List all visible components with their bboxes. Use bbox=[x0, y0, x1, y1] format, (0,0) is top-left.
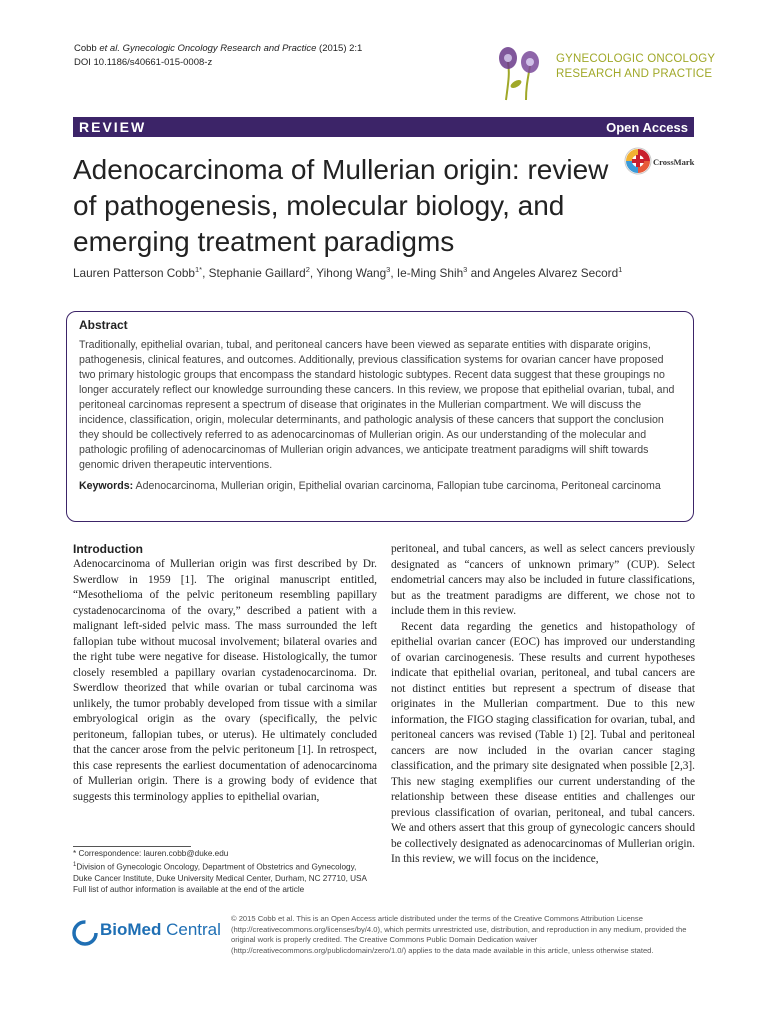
correspondence[interactable]: * Correspondence: lauren.cobb@duke.edu bbox=[73, 849, 229, 858]
abstract-text: Traditionally, epithelial ovarian, tubal, and peritoneal cancers have been viewed as separate entities with disparate origins, pathogenesis, clinical features, and outcomes. Additionally, previous classification systems for ovarian cancer have proposed two primary histologic groups that encompass the standard histologic subtypes. Recent data suggest that these groupings no longer accurately reflect our knowledge surrounding these cancers. In this review, we propose that epithelial ovarian, tubal, and peritoneal carcinomas represent a spectrum of disease that originates in the Mullerian compartment. We will discuss the incidence, classification, origin, molecular determinants, and pathologic analysis of these cancers that support the conclusion they should be collectively referred to as adenocarcinomas of Mullerian origin. As our understanding of the molecular and pathologic profiling of adenocarcinomas of Mullerian origin advances, we anticipate treatment paradigms will shift towards genomic driven therapeutic interventions. bbox=[79, 339, 675, 471]
author[interactable]: Lauren Patterson Cobb$^{1*}$ bbox=[73, 265, 203, 280]
author[interactable]: Angeles Alvarez Secord$^1$ bbox=[492, 265, 623, 280]
body-paragraph: peritoneal, and tubal cancers, as well as select cancers previously designated as “cancers of unknown primary” (CUP). Select endometrial cancers may also be included in future classifications, but as the treatment paradigms are different, we chose not to include them in this review. bbox=[391, 543, 695, 617]
crossmark-badge[interactable] bbox=[624, 145, 704, 181]
author-list: Lauren Patterson Cobb$^{1*}$, Stephanie Gaillard$^2$, Yihong Wang$^3$, Ie-Ming Shih$^3$ and Angeles Alvarez Secord$^1$ bbox=[73, 265, 623, 280]
body-paragraph: Adenocarcinoma of Mullerian origin was first described by Dr. Swerdlow in 1959 [1]. The original manuscript entitled, “Mesothelioma of the pelvic peritoneum resembling papillary cystadenocarcinoma of the ovary,” described a patient with a malignant left-sided pelvic mass. The mass surrounded the left fallopian tube without mucosal involvement; bilateral ovaries and the right tube were negative for disease. Histologically, the tumor closely resembled a papillary ovarian cystadenocarcinoma. Dr. Swerdlow theorized that while ovarian or tubal carcinoma was unlikely, the tumor probably developed from tissue with a similar embryological origin as the ovary (specifically, the pelvic peritoneum, fallopian tubes, or uterus). He ultimately concluded that the cancer arose from the pelvic peritoneum [1]. In retrospect, this case represents the earliest documentation of adenocarcinoma of Mullerian origin. There is a growing body of evidence that suggests this terminology applies to epithelial ovarian, bbox=[73, 558, 377, 803]
journal-name: GYNECOLOGIC ONCOLOGY RESEARCH AND PRACTICE bbox=[556, 53, 716, 80]
footnote-divider bbox=[73, 846, 191, 847]
author[interactable]: Yihong Wang$^3$ bbox=[316, 265, 391, 280]
author[interactable]: Stephanie Gaillard$^2$ bbox=[208, 265, 310, 280]
body-column-left bbox=[73, 542, 377, 805]
biomed-central-wordmark: BioMed Central bbox=[100, 920, 221, 939]
body-paragraph: Recent data regarding the genetics and histopathology of epithelial ovarian cancer (EOC) has improved our understanding of ovarian carcinogenesis. These results and current hypotheses indicate that epithelial ovarian, peritoneal, and tubal cancers are not distinct entities but represent a spectrum of disease that originates in the Mullerian compartment. Due to this new information, the FIGO staging classification for ovarian, tubal, and peritoneal cancers was revised (Table 1) [2]. Tubal and peritoneal cancers are now included in the ovarian cancer staging classification, and the primary site designated when possible [2,3]. This new staging exemplifies our current understanding of the relationship between these disease entities and challenges our previous classification of ovarian, peritoneal, and tubal cancers. We and others assert that this group of gynecologic cancers should be collectively designated as adenocarcinomas of Mullerian origin. In this review, we will focus on the incidence, bbox=[391, 620, 695, 865]
journal-logo[interactable] bbox=[492, 44, 716, 102]
author[interactable]: Ie-Ming Shih$^3$ bbox=[396, 265, 468, 280]
keywords: Keywords: Adenocarcinoma, Mullerian origin, Epithelial ovarian carcinoma, Fallopian tube carcinoma, Peritoneal carcinoma bbox=[79, 480, 661, 492]
article-type-label: REVIEW bbox=[79, 119, 147, 135]
section-heading-introduction: Introduction bbox=[73, 542, 143, 556]
citation-line: Cobb et al. Gynecologic Oncology Research and Practice (2015) 2:1 bbox=[74, 43, 363, 54]
body-column-right bbox=[391, 542, 695, 868]
abstract-heading: Abstract bbox=[79, 318, 128, 332]
biomed-central-logo[interactable] bbox=[72, 914, 222, 954]
footnotes bbox=[73, 848, 377, 896]
affiliation: $^1$Division of Gynecologic Oncology, Department of Obstetrics and Gynecology, Duke Cancer Institute, Duke University Medical Center, Durham, NC 27710, USA bbox=[73, 861, 367, 883]
citation bbox=[74, 42, 362, 70]
biomed-central-logo-icon bbox=[72, 920, 98, 946]
article-title: Adenocarcinoma of Mullerian origin: review of pathogenesis, molecular biology, and emerging treatment paradigms bbox=[73, 154, 609, 257]
article-type-bar bbox=[73, 117, 694, 137]
open-access-label[interactable]: Open Access bbox=[606, 119, 688, 135]
flower-logo-icon bbox=[492, 44, 552, 102]
crossmark-icon bbox=[624, 147, 652, 175]
crossmark-label: CrossMark bbox=[653, 157, 695, 167]
abstract-box bbox=[66, 311, 694, 522]
license-text: © 2015 Cobb et al. This is an Open Access article distributed under the terms of the Creative Commons Attribution License (http://creativecommons.org/licenses/by/4.0), which permits unrestricted use, distribution, and reproduction in any medium, provided the original work is properly credited. The Creative Commons Public Domain Dedication waiver (http://creativecommons.org/publicdomain/zero/1.0/) applies to the data made available in this article, unless otherwise stated. bbox=[231, 914, 687, 955]
author-info-note: Full list of author information is available at the end of the article bbox=[73, 885, 305, 895]
doi: DOI 10.1186/s40661-015-0008-z bbox=[74, 57, 213, 68]
